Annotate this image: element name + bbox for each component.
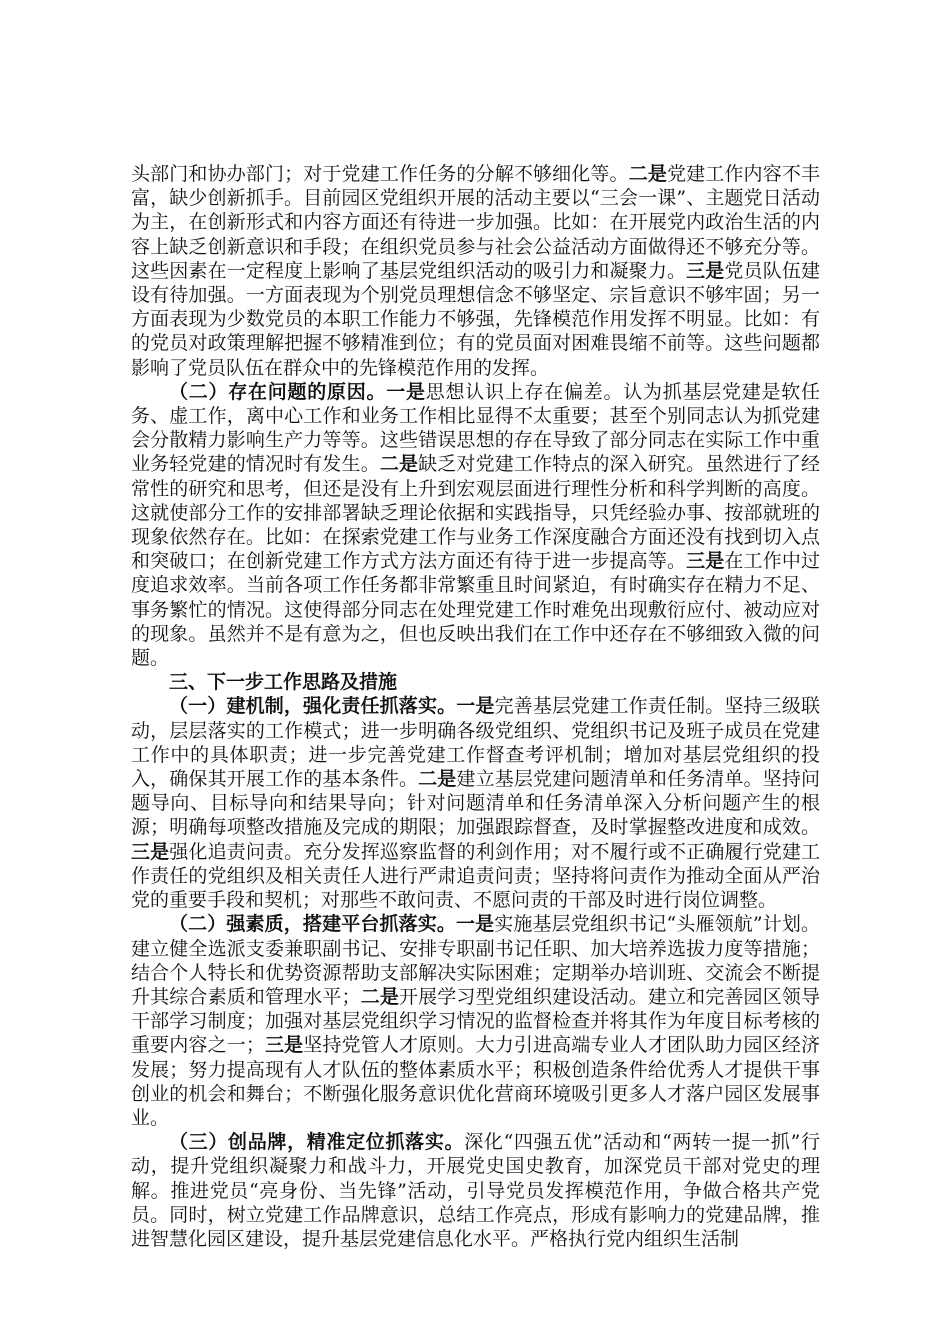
paragraph-2 (131, 380, 820, 670)
bold-run: 二是 (628, 163, 667, 185)
text-run: 在工作中过度追求效率。当前各项工作任务都非常繁重且时间紧迫，有时确实存在精力不足、事务繁忙的情况。这使得部分同志在处理党建工作时难免出现敷衍应付、被动应对的现象。虽然并不是有意为之，但也反映出我们在工作中还存在不够细致入微的问题。 (131, 550, 820, 670)
section-heading-run: （三）创品牌，精准定位抓落实。 (169, 1131, 465, 1154)
paragraph-4 (131, 912, 820, 1130)
text-run: 深化“四强五优”活动和“两转一提一抓”行动，提升党组织凝聚力和战斗力，开展党史国史教育，加深党员干部对党史的理解。推进党员“亮身份、当先锋”活动，引导党员发挥模范作用，争做合格共产党员。同时，树立党建工作品牌意识，总结工作亮点，形成有影响力的党建品牌，推进智慧化园区建设，提升基层党建信息化水平。严格执行党内组织生活制 (131, 1131, 820, 1250)
bold-run: 一是 (386, 380, 426, 403)
bold-run: 一是 (456, 695, 495, 718)
bold-run: 三是 (686, 259, 725, 282)
text-run: 党建工作内容不丰富，缺少创新抓手。目前园区党组织开展的活动主要以“三会一课”、主题党日活动为主，在创新形式和内容方面还有待进一步加强。比如：在开展党内政治生活的内容上缺乏创新意识和手段；在组织党员参与社会公益活动方面做得还不够充分等。这些因素在一定程度上影响了基层党组织活动的吸引力和凝聚力。 (131, 163, 820, 282)
section-heading-run: （一）建机制，强化责任抓落实。 (169, 695, 457, 718)
text-run: 完善基层党建工作责任制。坚持三级联动，层层落实的工作模式；进一步明确各级党组织、党组织书记及班子成员在党建工作中的具体职责；进一步完善党建工作督查考评机制；增加对基层党组织的投入，确保其开展工作的基本条件。 (131, 695, 820, 791)
text-run: 建立基层党建问题清单和任务清单。坚持问题导向、目标导向和结果导向；针对问题清单和任务清单深入分析问题产生的根源；明确每项整改措施及完成的期限；加强跟踪督查，及时掌握整改进度和成效。 (131, 768, 820, 839)
heading-text: 三、下一步工作思路及措施 (169, 671, 398, 694)
bold-run: 三是 (264, 1034, 304, 1057)
section-heading (131, 670, 820, 694)
text-run: 实施基层党组织书记“头雁领航”计划。建立健全选派支委兼职副书记、安排专职副书记任职、加大培养选拔力度等措施；结合个人特长和优势资源帮助支部解决实际困难；定期举办培训班、交流会不断提升其综合素质和管理水平； (131, 913, 820, 1008)
text-run: 坚持党管人才原则。大力引进高端专业人才团队助力园区经济发展；努力提高现有人才队伍的整体素质水平；积极创造条件给优秀人才提供干事创业的机会和舞台；不断强化服务意识优化营商环境吸引更多人才落户园区发展事业。 (131, 1034, 820, 1129)
text-run: 头部门和协办部门；对于党建工作任务的分解不够细化等。 (131, 163, 629, 185)
section-heading-run: （二）强素质，搭建平台抓落实。 (169, 913, 456, 936)
paragraph-1 (131, 162, 820, 380)
text-run: 强化追责问责。充分发挥巡察监督的利剑作用；对不履行或不正确履行党建工作责任的党组织及相关责任人进行严肃追责问责；坚持将问责作为推动全面从严治党的重要手段和契机；对那些不敢问责、不愿问责的干部及时进行岗位调整。 (131, 840, 820, 912)
bold-run: 二是 (360, 985, 399, 1008)
bold-run: 二是 (379, 453, 419, 476)
text-run: 缺乏对党建工作特点的深入研究。虽然进行了经常性的研究和思考，但还是没有上升到宏观层面进行理性分析和科学判断的高度。这就使部分工作的安排部署缺乏理论依据和实践指导，只凭经验办事、按部就班的现象依然存在。比如：在探索党建工作与业务工作深度融合方面还没有找到切入点和突破口；在创新党建工作方式方法方面还有待于进一步提高等。 (131, 453, 820, 573)
paragraph-5 (131, 1130, 820, 1251)
document-body (131, 162, 820, 1251)
section-heading-run: （二）存在问题的原因。 (169, 380, 387, 403)
bold-run: 一是 (456, 913, 495, 936)
bold-run: 三是 (131, 840, 170, 863)
paragraph-3 (131, 694, 820, 912)
bold-run: 三是 (686, 550, 725, 573)
bold-run: 二是 (418, 768, 457, 791)
text-run: 思想认识上存在偏差。认为抓基层党建是软任务、虚工作，离中心工作和业务工作相比显得不太重要；甚至个别同志认为抓党建会分散精力影响生产力等等。这些错误思想的存在导致了部分同志在实际工作中重业务轻党建的情况时有发生。 (131, 380, 820, 476)
text-run: 党员队伍建设有待加强。一方面表现为个别党员理想信念不够坚定、宗旨意识不够牢固；另一方面表现为少数党员的本职工作能力不够强，先锋模范作用发挥不明显。比如：有的党员对政策理解把握不够精准到位；有的党员面对困难畏缩不前等。这些问题都影响了党员队伍在群众中的先锋模范作用的发挥。 (131, 259, 820, 379)
text-run: 开展学习型党组织建设活动。建立和完善园区领导干部学习制度；加强对基层党组织学习情况的监督检查并将其作为年度目标考核的重要内容之一； (131, 985, 820, 1057)
